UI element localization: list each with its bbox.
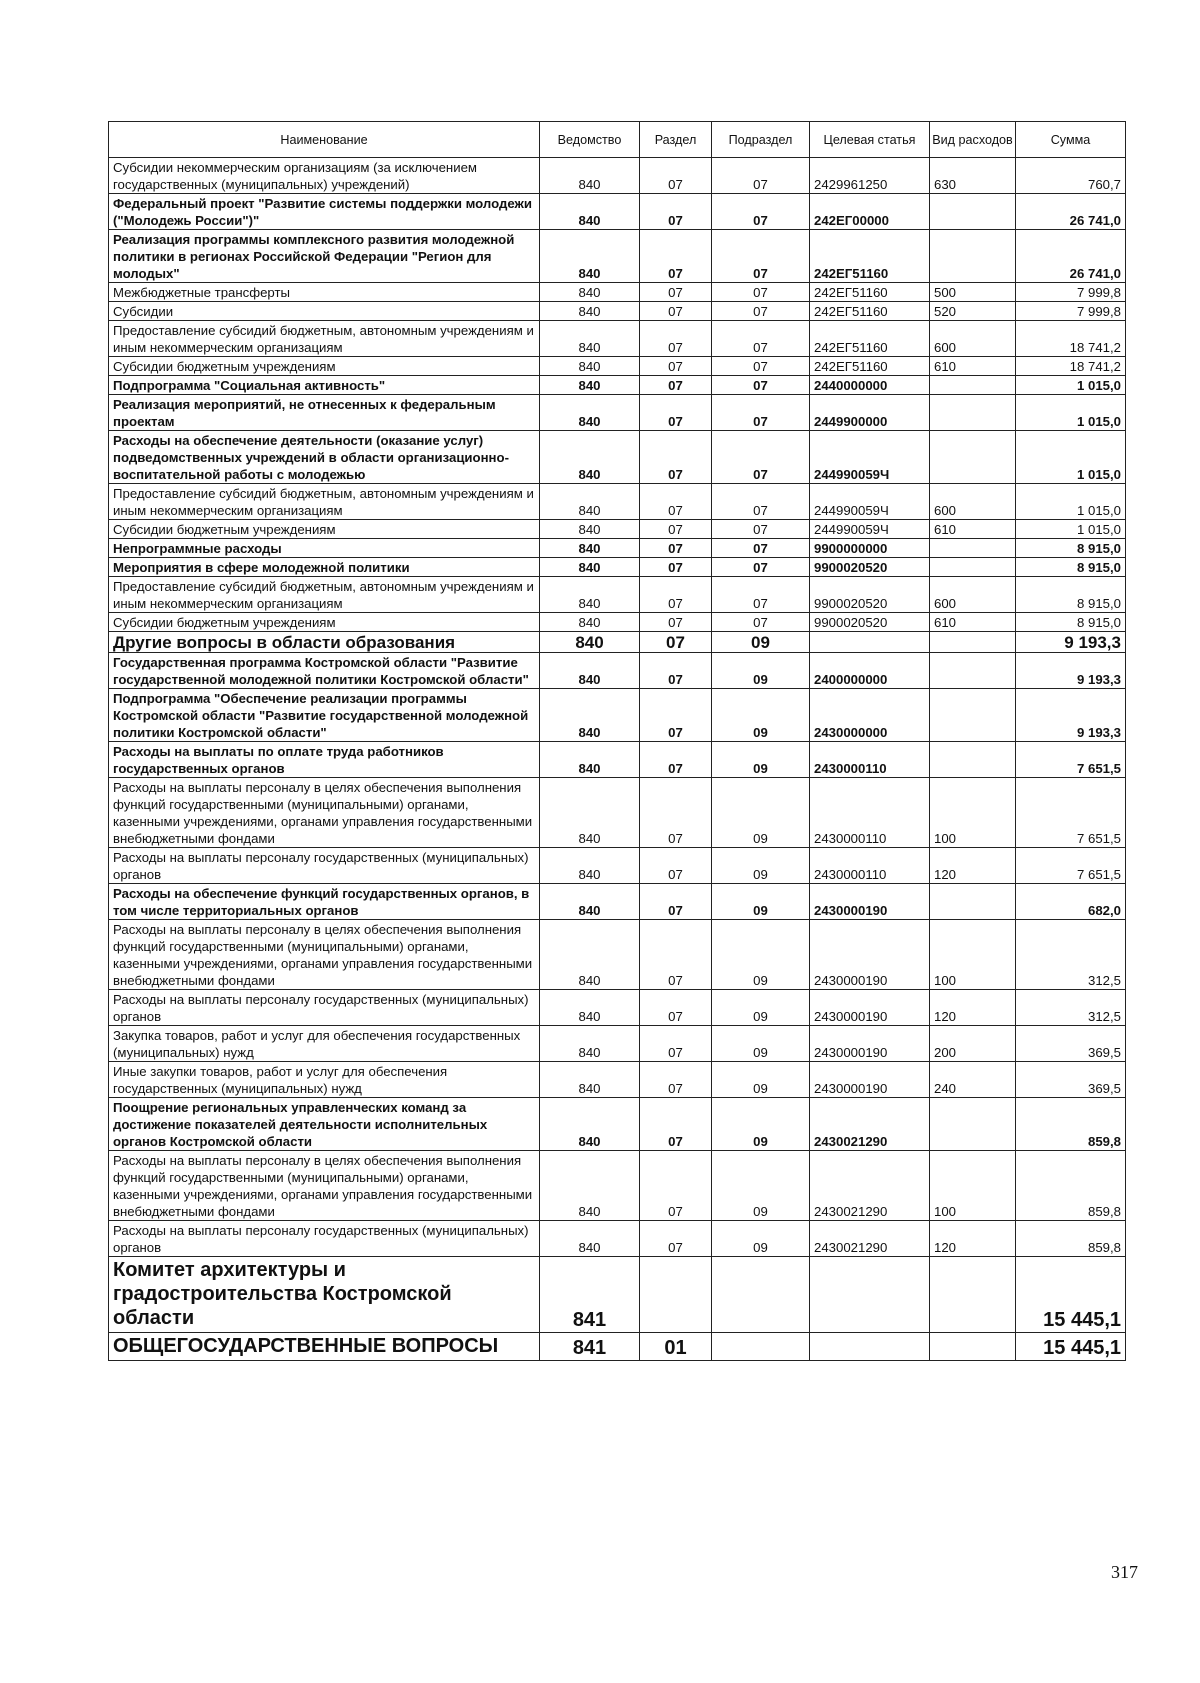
cell-vedomstvo: 840 [540, 1221, 640, 1257]
cell-expense-type: 120 [930, 1221, 1016, 1257]
header-target-article: Целевая статья [810, 122, 930, 158]
cell-expense-type [930, 632, 1016, 653]
cell-vedomstvo: 840 [540, 920, 640, 990]
cell-target-article: 2430021290 [810, 1221, 930, 1257]
cell-podrazdel: 09 [712, 778, 810, 848]
cell-razdel: 07 [640, 990, 712, 1026]
table-row [109, 884, 1126, 920]
cell-expense-type: 610 [930, 520, 1016, 539]
table-row [109, 1221, 1126, 1257]
cell-name: Расходы на выплаты персоналу в целях обеспечения выполнения функций государственными (муниципальными) органами, казенными учреждениями, органами управления государственными внебюджетными фондами [109, 920, 540, 990]
table-row [109, 321, 1126, 357]
table-row [109, 689, 1126, 742]
cell-razdel: 07 [640, 283, 712, 302]
cell-name: Федеральный проект "Развитие системы поддержки молодежи ("Молодежь России")" [109, 194, 540, 230]
table-row [109, 230, 1126, 283]
cell-vedomstvo: 840 [540, 158, 640, 194]
cell-name: Мероприятия в сфере молодежной политики [109, 558, 540, 577]
cell-sum: 312,5 [1016, 920, 1126, 990]
cell-razdel: 07 [640, 194, 712, 230]
cell-sum: 8 915,0 [1016, 558, 1126, 577]
cell-vedomstvo: 840 [540, 194, 640, 230]
cell-razdel: 07 [640, 1026, 712, 1062]
cell-expense-type: 500 [930, 283, 1016, 302]
table-row [109, 613, 1126, 632]
cell-expense-type: 600 [930, 484, 1016, 520]
cell-sum: 18 741,2 [1016, 321, 1126, 357]
cell-name: Межбюджетные трансферты [109, 283, 540, 302]
cell-target-article: 2430000190 [810, 1026, 930, 1062]
cell-podrazdel: 07 [712, 302, 810, 321]
table-row [109, 1062, 1126, 1098]
cell-razdel: 07 [640, 653, 712, 689]
cell-name: Комитет архитектуры и градостроительства Костромской области [109, 1257, 540, 1333]
cell-vedomstvo: 841 [540, 1257, 640, 1333]
cell-name: Субсидии бюджетным учреждениям [109, 520, 540, 539]
cell-podrazdel: 07 [712, 558, 810, 577]
table-row [109, 920, 1126, 990]
cell-podrazdel: 09 [712, 689, 810, 742]
cell-expense-type [930, 653, 1016, 689]
cell-name: Иные закупки товаров, работ и услуг для обеспечения государственных (муниципальных) нужд [109, 1062, 540, 1098]
cell-expense-type [930, 1098, 1016, 1151]
cell-sum: 312,5 [1016, 990, 1126, 1026]
cell-razdel: 01 [640, 1333, 712, 1361]
table-row [109, 1026, 1126, 1062]
cell-podrazdel: 07 [712, 520, 810, 539]
cell-podrazdel: 09 [712, 1026, 810, 1062]
cell-expense-type: 240 [930, 1062, 1016, 1098]
cell-podrazdel: 07 [712, 431, 810, 484]
cell-expense-type [930, 884, 1016, 920]
header-name: Наименование [109, 122, 540, 158]
cell-name: Расходы на выплаты персоналу в целях обеспечения выполнения функций государственными (муниципальными) органами, казенными учреждениями, органами управления государственными внебюджетными фондами [109, 778, 540, 848]
cell-target-article: 2430021290 [810, 1151, 930, 1221]
cell-vedomstvo: 840 [540, 558, 640, 577]
cell-target-article: 2430000110 [810, 778, 930, 848]
table-row [109, 302, 1126, 321]
cell-podrazdel: 07 [712, 376, 810, 395]
cell-sum: 369,5 [1016, 1062, 1126, 1098]
cell-razdel: 07 [640, 689, 712, 742]
cell-sum: 18 741,2 [1016, 357, 1126, 376]
cell-sum: 859,8 [1016, 1151, 1126, 1221]
cell-expense-type: 120 [930, 848, 1016, 884]
cell-name: Закупка товаров, работ и услуг для обеспечения государственных (муниципальных) нужд [109, 1026, 540, 1062]
cell-vedomstvo: 840 [540, 431, 640, 484]
cell-vedomstvo: 840 [540, 613, 640, 632]
cell-expense-type [930, 376, 1016, 395]
cell-sum: 15 445,1 [1016, 1257, 1126, 1333]
cell-expense-type: 610 [930, 613, 1016, 632]
cell-razdel: 07 [640, 1062, 712, 1098]
cell-razdel: 07 [640, 577, 712, 613]
table-row [109, 158, 1126, 194]
table-body [109, 158, 1126, 1361]
cell-razdel: 07 [640, 1151, 712, 1221]
cell-name: Расходы на выплаты персоналу государственных (муниципальных) органов [109, 990, 540, 1026]
cell-target-article [810, 1333, 930, 1361]
cell-sum: 1 015,0 [1016, 484, 1126, 520]
cell-name: ОБЩЕГОСУДАРСТВЕННЫЕ ВОПРОСЫ [109, 1333, 540, 1361]
cell-podrazdel: 09 [712, 1098, 810, 1151]
cell-razdel: 07 [640, 230, 712, 283]
cell-podrazdel: 09 [712, 1151, 810, 1221]
cell-expense-type [930, 1333, 1016, 1361]
cell-podrazdel: 09 [712, 632, 810, 653]
cell-vedomstvo: 840 [540, 321, 640, 357]
table-row [109, 577, 1126, 613]
cell-target-article: 242ЕГ51160 [810, 302, 930, 321]
cell-vedomstvo: 840 [540, 884, 640, 920]
cell-sum: 369,5 [1016, 1026, 1126, 1062]
cell-razdel: 07 [640, 613, 712, 632]
header-razdel: Раздел [640, 122, 712, 158]
cell-razdel: 07 [640, 158, 712, 194]
cell-podrazdel [712, 1257, 810, 1333]
cell-sum: 7 999,8 [1016, 302, 1126, 321]
cell-target-article: 2430000190 [810, 920, 930, 990]
cell-sum: 1 015,0 [1016, 520, 1126, 539]
cell-razdel: 07 [640, 395, 712, 431]
cell-razdel: 07 [640, 431, 712, 484]
cell-target-article: 242ЕГ51160 [810, 357, 930, 376]
cell-expense-type: 600 [930, 577, 1016, 613]
cell-target-article: 242ЕГ51160 [810, 230, 930, 283]
cell-razdel: 07 [640, 302, 712, 321]
cell-expense-type: 610 [930, 357, 1016, 376]
cell-expense-type: 630 [930, 158, 1016, 194]
cell-razdel: 07 [640, 484, 712, 520]
cell-name: Субсидии некоммерческим организациям (за исключением государственных (муниципальных) учреждений) [109, 158, 540, 194]
cell-name: Расходы на выплаты персоналу государственных (муниципальных) органов [109, 848, 540, 884]
header-vedomstvo: Ведомство [540, 122, 640, 158]
cell-podrazdel: 09 [712, 848, 810, 884]
cell-name: Расходы на выплаты персоналу государственных (муниципальных) органов [109, 1221, 540, 1257]
header-expense-type: Вид расходов [930, 122, 1016, 158]
cell-sum: 7 651,5 [1016, 848, 1126, 884]
table-row [109, 376, 1126, 395]
cell-razdel [640, 1257, 712, 1333]
cell-target-article: 2430000000 [810, 689, 930, 742]
cell-razdel: 07 [640, 632, 712, 653]
cell-target-article: 9900020520 [810, 558, 930, 577]
cell-podrazdel [712, 1333, 810, 1361]
cell-vedomstvo: 841 [540, 1333, 640, 1361]
cell-podrazdel: 07 [712, 321, 810, 357]
cell-sum: 7 651,5 [1016, 742, 1126, 778]
cell-podrazdel: 07 [712, 230, 810, 283]
cell-target-article: 2430000190 [810, 990, 930, 1026]
cell-sum: 7 651,5 [1016, 778, 1126, 848]
table-row [109, 431, 1126, 484]
cell-name: Субсидии бюджетным учреждениям [109, 357, 540, 376]
cell-vedomstvo: 840 [540, 1026, 640, 1062]
cell-expense-type: 200 [930, 1026, 1016, 1062]
cell-vedomstvo: 840 [540, 395, 640, 431]
cell-vedomstvo: 840 [540, 632, 640, 653]
cell-vedomstvo: 840 [540, 539, 640, 558]
cell-razdel: 07 [640, 778, 712, 848]
cell-name: Предоставление субсидий бюджетным, автономным учреждениям и иным некоммерческим организациям [109, 577, 540, 613]
cell-target-article: 9900020520 [810, 577, 930, 613]
cell-name: Другие вопросы в области образования [109, 632, 540, 653]
cell-podrazdel: 07 [712, 194, 810, 230]
cell-podrazdel: 09 [712, 990, 810, 1026]
table-row [109, 194, 1126, 230]
cell-sum: 760,7 [1016, 158, 1126, 194]
cell-name: Субсидии [109, 302, 540, 321]
cell-name: Государственная программа Костромской области "Развитие государственной молодежной политики Костромской области" [109, 653, 540, 689]
cell-expense-type: 100 [930, 778, 1016, 848]
cell-name: Расходы на обеспечение деятельности (оказание услуг) подведомственных учреждений в области организационно-воспитательной работы с молодежью [109, 431, 540, 484]
cell-podrazdel: 07 [712, 395, 810, 431]
cell-sum: 682,0 [1016, 884, 1126, 920]
header-sum: Сумма [1016, 122, 1126, 158]
cell-razdel: 07 [640, 376, 712, 395]
cell-sum: 8 915,0 [1016, 577, 1126, 613]
table-row [109, 520, 1126, 539]
cell-podrazdel: 09 [712, 884, 810, 920]
cell-vedomstvo: 840 [540, 778, 640, 848]
budget-table [108, 121, 1126, 1361]
table-row [109, 1151, 1126, 1221]
cell-target-article: 2430021290 [810, 1098, 930, 1151]
cell-expense-type [930, 742, 1016, 778]
cell-sum: 1 015,0 [1016, 376, 1126, 395]
cell-target-article: 2430000110 [810, 848, 930, 884]
cell-sum: 15 445,1 [1016, 1333, 1126, 1361]
table-row [109, 632, 1126, 653]
cell-target-article: 2440000000 [810, 376, 930, 395]
table-row [109, 558, 1126, 577]
cell-expense-type [930, 395, 1016, 431]
cell-target-article: 242ЕГ51160 [810, 321, 930, 357]
cell-sum: 7 999,8 [1016, 283, 1126, 302]
cell-podrazdel: 09 [712, 653, 810, 689]
cell-name: Реализация программы комплексного развития молодежной политики в регионах Российской Федерации "Регион для молодых" [109, 230, 540, 283]
cell-vedomstvo: 840 [540, 742, 640, 778]
table-row [109, 1257, 1126, 1333]
cell-name: Непрограммные расходы [109, 539, 540, 558]
cell-target-article: 244990059Ч [810, 431, 930, 484]
table-row [109, 484, 1126, 520]
cell-name: Предоставление субсидий бюджетным, автономным учреждениям и иным некоммерческим организациям [109, 321, 540, 357]
cell-expense-type [930, 558, 1016, 577]
table-row [109, 539, 1126, 558]
cell-target-article: 244990059Ч [810, 484, 930, 520]
cell-sum: 26 741,0 [1016, 194, 1126, 230]
cell-expense-type: 100 [930, 1151, 1016, 1221]
table-row [109, 283, 1126, 302]
cell-expense-type: 600 [930, 321, 1016, 357]
cell-target-article: 9900020520 [810, 613, 930, 632]
cell-podrazdel: 09 [712, 1221, 810, 1257]
table-row [109, 742, 1126, 778]
cell-target-article [810, 1257, 930, 1333]
cell-sum: 1 015,0 [1016, 395, 1126, 431]
cell-vedomstvo: 840 [540, 689, 640, 742]
cell-vedomstvo: 840 [540, 1062, 640, 1098]
cell-podrazdel: 07 [712, 539, 810, 558]
page-number: 317 [1111, 1562, 1138, 1582]
cell-vedomstvo: 840 [540, 230, 640, 283]
cell-expense-type [930, 194, 1016, 230]
cell-name: Расходы на обеспечение функций государственных органов, в том числе территориальных органов [109, 884, 540, 920]
cell-target-article: 242ЕГ51160 [810, 283, 930, 302]
cell-vedomstvo: 840 [540, 1098, 640, 1151]
cell-razdel: 07 [640, 321, 712, 357]
cell-sum: 859,8 [1016, 1221, 1126, 1257]
cell-expense-type: 120 [930, 990, 1016, 1026]
cell-vedomstvo: 840 [540, 577, 640, 613]
cell-name: Реализация мероприятий, не отнесенных к федеральным проектам [109, 395, 540, 431]
table-row [109, 395, 1126, 431]
cell-expense-type [930, 689, 1016, 742]
cell-target-article: 2430000190 [810, 1062, 930, 1098]
cell-vedomstvo: 840 [540, 653, 640, 689]
cell-razdel: 07 [640, 357, 712, 376]
cell-target-article [810, 632, 930, 653]
cell-vedomstvo: 840 [540, 1151, 640, 1221]
cell-razdel: 07 [640, 1098, 712, 1151]
table-header-row [109, 122, 1126, 158]
cell-podrazdel: 07 [712, 283, 810, 302]
cell-podrazdel: 07 [712, 158, 810, 194]
cell-razdel: 07 [640, 520, 712, 539]
cell-expense-type [930, 431, 1016, 484]
cell-sum: 9 193,3 [1016, 632, 1126, 653]
cell-razdel: 07 [640, 539, 712, 558]
cell-target-article: 2430000110 [810, 742, 930, 778]
cell-vedomstvo: 840 [540, 376, 640, 395]
cell-expense-type [930, 539, 1016, 558]
cell-vedomstvo: 840 [540, 283, 640, 302]
cell-target-article: 2429961250 [810, 158, 930, 194]
cell-podrazdel: 07 [712, 613, 810, 632]
table-row [109, 1333, 1126, 1361]
cell-sum: 8 915,0 [1016, 539, 1126, 558]
table-row [109, 778, 1126, 848]
cell-sum: 8 915,0 [1016, 613, 1126, 632]
cell-sum: 859,8 [1016, 1098, 1126, 1151]
cell-name: Подпрограмма "Социальная активность" [109, 376, 540, 395]
cell-name: Расходы на выплаты по оплате труда работников государственных органов [109, 742, 540, 778]
cell-vedomstvo: 840 [540, 484, 640, 520]
cell-expense-type [930, 230, 1016, 283]
cell-name: Подпрограмма "Обеспечение реализации программы Костромской области "Развитие государственной молодежной политики Костромской области" [109, 689, 540, 742]
cell-sum: 9 193,3 [1016, 689, 1126, 742]
cell-razdel: 07 [640, 884, 712, 920]
table-row [109, 990, 1126, 1026]
header-podrazdel: Подраздел [712, 122, 810, 158]
cell-target-article: 2449900000 [810, 395, 930, 431]
cell-name: Расходы на выплаты персоналу в целях обеспечения выполнения функций государственными (муниципальными) органами, казенными учреждениями, органами управления государственными внебюджетными фондами [109, 1151, 540, 1221]
cell-vedomstvo: 840 [540, 357, 640, 376]
cell-target-article: 2400000000 [810, 653, 930, 689]
cell-razdel: 07 [640, 848, 712, 884]
cell-target-article: 9900000000 [810, 539, 930, 558]
cell-podrazdel: 09 [712, 1062, 810, 1098]
table-row [109, 1098, 1126, 1151]
cell-vedomstvo: 840 [540, 848, 640, 884]
cell-podrazdel: 09 [712, 742, 810, 778]
cell-podrazdel: 09 [712, 920, 810, 990]
table-row [109, 653, 1126, 689]
cell-podrazdel: 07 [712, 577, 810, 613]
cell-expense-type: 100 [930, 920, 1016, 990]
cell-razdel: 07 [640, 1221, 712, 1257]
cell-vedomstvo: 840 [540, 520, 640, 539]
cell-vedomstvo: 840 [540, 990, 640, 1026]
cell-razdel: 07 [640, 742, 712, 778]
cell-name: Поощрение региональных управленческих команд за достижение показателей деятельности исполнительных органов Костромской области [109, 1098, 540, 1151]
cell-sum: 26 741,0 [1016, 230, 1126, 283]
table-row [109, 848, 1126, 884]
cell-expense-type [930, 1257, 1016, 1333]
cell-sum: 9 193,3 [1016, 653, 1126, 689]
cell-vedomstvo: 840 [540, 302, 640, 321]
cell-podrazdel: 07 [712, 484, 810, 520]
cell-razdel: 07 [640, 558, 712, 577]
cell-sum: 1 015,0 [1016, 431, 1126, 484]
cell-name: Субсидии бюджетным учреждениям [109, 613, 540, 632]
cell-expense-type: 520 [930, 302, 1016, 321]
cell-target-article: 2430000190 [810, 884, 930, 920]
cell-podrazdel: 07 [712, 357, 810, 376]
cell-name: Предоставление субсидий бюджетным, автономным учреждениям и иным некоммерческим организациям [109, 484, 540, 520]
cell-target-article: 244990059Ч [810, 520, 930, 539]
cell-razdel: 07 [640, 920, 712, 990]
table-row [109, 357, 1126, 376]
cell-target-article: 242ЕГ00000 [810, 194, 930, 230]
